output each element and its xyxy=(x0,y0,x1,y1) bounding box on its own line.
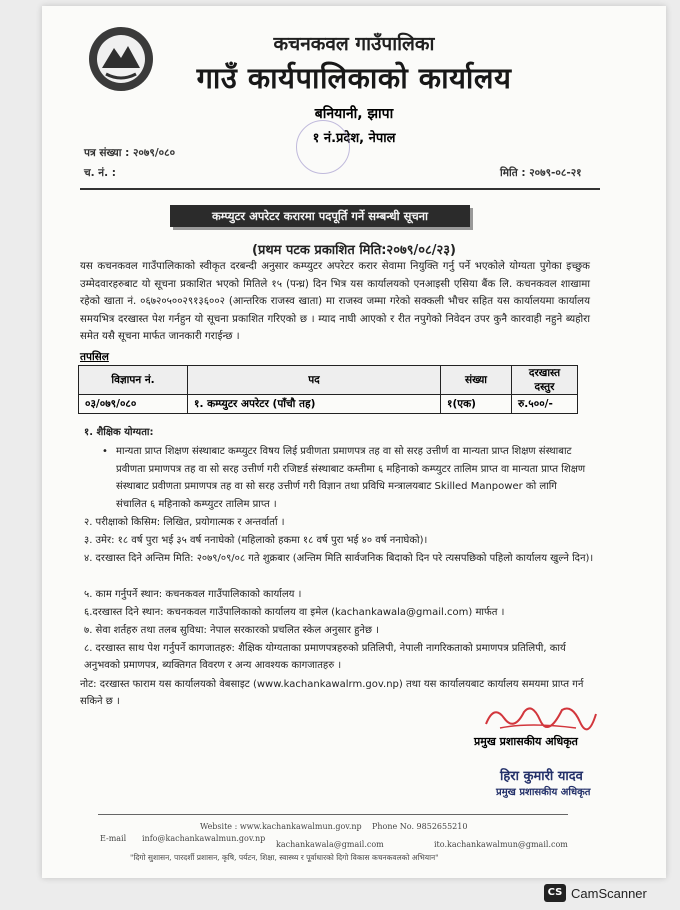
publish-date: (प्रथम पटक प्रकाशित मिति:२०७९/०८/२३) xyxy=(252,243,456,258)
signatory-name: हिरा कुमारी यादव xyxy=(500,769,583,784)
header-divider xyxy=(80,188,600,190)
section-work-place: ५. काम गर्नुपर्ने स्थान: कचनकवल गाउँपालिकाको कार्यालय । xyxy=(84,589,302,600)
section-age: ३. उमेर: १८ वर्ष पुरा भई ३५ वर्ष ननाघेको (महिलाको हकमा १८ वर्ष पुरा भई ४० वर्ष ननाघेको)। xyxy=(84,535,428,546)
notice-title: कम्प्युटर अपरेटर करारमा पदपूर्ति गर्ने सम्बन्धी सूचना xyxy=(170,205,470,227)
cell-fee: रु.५००/- xyxy=(512,395,578,414)
footer-email-3: ito.kachankawalmun@gmail.com xyxy=(434,840,568,849)
letter-date: मिति : २०७९-०८-२१ xyxy=(500,167,582,179)
footer-email-2: kachankawala@gmail.com xyxy=(276,840,384,849)
section-exam-type: २. परीक्षाको किसिम: लिखित, प्रयोगात्मक र अन्तर्वार्ता । xyxy=(84,517,285,528)
footer-divider xyxy=(98,814,568,815)
col-count: संख्या xyxy=(441,366,512,395)
section-deadline: ४. दरखास्त दिने अन्तिम मिति: २०७९/०९/०८ गते शुक्रबार (अन्तिम मिति सार्वजनिक बिदाको दिन परे त्यसपछिको पहिलो कार्यालय खुल्ने दिन)। xyxy=(84,553,594,564)
table-header-row xyxy=(79,366,578,395)
cell-count: १(एक) xyxy=(441,395,512,414)
camscanner-watermark xyxy=(544,884,647,902)
section-qualification-title: १. शैक्षिक योग्यता: xyxy=(84,427,154,438)
col-fee: दरखास्त दस्तुर xyxy=(512,366,578,395)
cell-post: १. कम्प्युटर अपरेटर (पाँचौ तह) xyxy=(188,395,441,414)
col-post: पद xyxy=(188,366,441,395)
signatory-designation: प्रमुख प्रशासकीय अधिकृत xyxy=(474,735,578,748)
note: नोट: दरखास्त फाराम यस कार्यालयको वेबसाइट (www.kachankawalrm.gov.np) तथा यस कार्यालयबाट कार्यालय समयमा प्राप्त गर्न सकिने छ । xyxy=(80,679,584,708)
section-apply-place: ६.दरखास्त दिने स्थान: कचनकवल गाउँपालिकाको कार्यालय वा इमेल (kachankawala@gmail.com) मार्फत । xyxy=(84,607,505,618)
table-row xyxy=(79,395,578,414)
footer-email-1: info@kachankawalmun.gov.np xyxy=(142,834,266,843)
camscanner-logo-icon: CS xyxy=(544,884,566,902)
municipality-name: कचनकवल गाउँपालिका xyxy=(273,33,435,55)
signatory-title-stamp: प्रमुख प्रशासकीय अधिकृत xyxy=(496,787,591,798)
footer-email-label: E-mail xyxy=(100,834,127,843)
footer-slogan: "दिगो सुशासन, पारदर्शी प्रशासन, कृषि, पर्यटन, शिक्षा, स्वास्थ्य र पूर्वाधारको दिगो विकास कचनकवलको अभियान" xyxy=(130,853,439,862)
vacancy-table xyxy=(78,365,578,414)
cell-advert-no: ०३/०७९/०८० xyxy=(79,395,188,414)
office-province: १ नं.प्रदेश, नेपाल xyxy=(312,131,396,146)
letter-number: पत्र संख्या : २०७९/०८० xyxy=(84,147,176,159)
section-service-terms: ७. सेवा शर्तहरु तथा तलब सुविधा: नेपाल सरकारको प्रचलित स्केल अनुसार हुनेछ । xyxy=(84,625,379,636)
footer-website: Website : www.kachankawalmun.gov.np xyxy=(200,822,362,831)
office-location: बनियानी, झापा xyxy=(314,106,394,122)
dispatch-number: च. नं. : xyxy=(84,167,116,179)
office-stamp-icon xyxy=(296,120,350,174)
col-advert-no: विज्ञापन नं. xyxy=(79,366,188,395)
qualification-text: मान्यता प्राप्त शिक्षण संस्थाबाट कम्प्युटर विषय लिई प्रवीणता प्रमाणपत्र तह वा सो सरह उत्तीर्ण वा मान्यता प्राप्त शिक्षण संस्थाबाट प्रवीणता प्रमाणपत्र तह वा सो सरह उत्तीर्ण गरी रजिष्टर्ड संस्थाबाट कम्तीमा ६ महिनाको कम्प्युटर तालिम प्राप्त वा मान्यता प्राप्त शिक्षण संस्थाबाट प्रवीणता प्रमाणपत्र तह वा सो सरह उत्तीर्ण गरी विज्ञान तथा प्रविधि मन्त्रालयबाट Skilled Manpower को लागि संचालित ६ महिनाको कम्प्युटर तालिम प्राप्त । xyxy=(116,446,586,510)
handwritten-signature-icon xyxy=(480,698,600,734)
table-caption: तपसिल xyxy=(80,351,109,363)
bullet-dot-icon: • xyxy=(102,446,108,457)
footer-phone: Phone No. 9852655210 xyxy=(372,822,468,831)
notice-body: यस कचनकवल गाउँपालिकाको स्वीकृत दरबन्दी अनुसार कम्प्युटर अपरेटर करार सेवामा नियुक्ति गर्नु पर्ने भएकोले योग्यता पुगेका इच्छुक उम्मेदवारहरुबाट यो सूचना प्रकाशित भएको मितिले १५ (पन्ध्र) दिन भित्र यस कार्यालयको एनआइसी एसिया बैंक लि. कचनकवल शाखामा रहेको खाता नं. ०६७२०५००२९१३६००२ (आन्तरिक राजस्व खाता) मा राजस्व जम्मा गरेको सक्कली भौचर सहित यस कार्यालयमा कार्यालय समयभित्र दरखास्त पेश गर्नहुन यो सूचना प्रकाशित गरिएको छ । म्याद नाघी आएको र रीत नपुगेको निवेदन उपर कुनै कारवाही नहुने ब्यहोरा समेत यसै सूचना मार्फत जानकारी गराईन्छ । xyxy=(80,261,590,343)
camscanner-label: CamScanner xyxy=(571,885,647,901)
section-documents: ८. दरखास्त साथ पेश गर्नुपर्ने कागजातहरु: शैक्षिक योग्यताका प्रमाणपत्रहरुको प्रतिलिपी, नेपाली नागरिकताको प्रमाणपत्र प्रतिलिपी, कार्य अनुभवको प्रमाणपत्र, ब्यक्तिगत विवरण र अन्य आवश्यक कागजातहरु । xyxy=(84,643,566,672)
qualification-bullet xyxy=(102,443,590,513)
office-name: गाउँ कार्यपालिकाको कार्यालय xyxy=(196,61,512,95)
